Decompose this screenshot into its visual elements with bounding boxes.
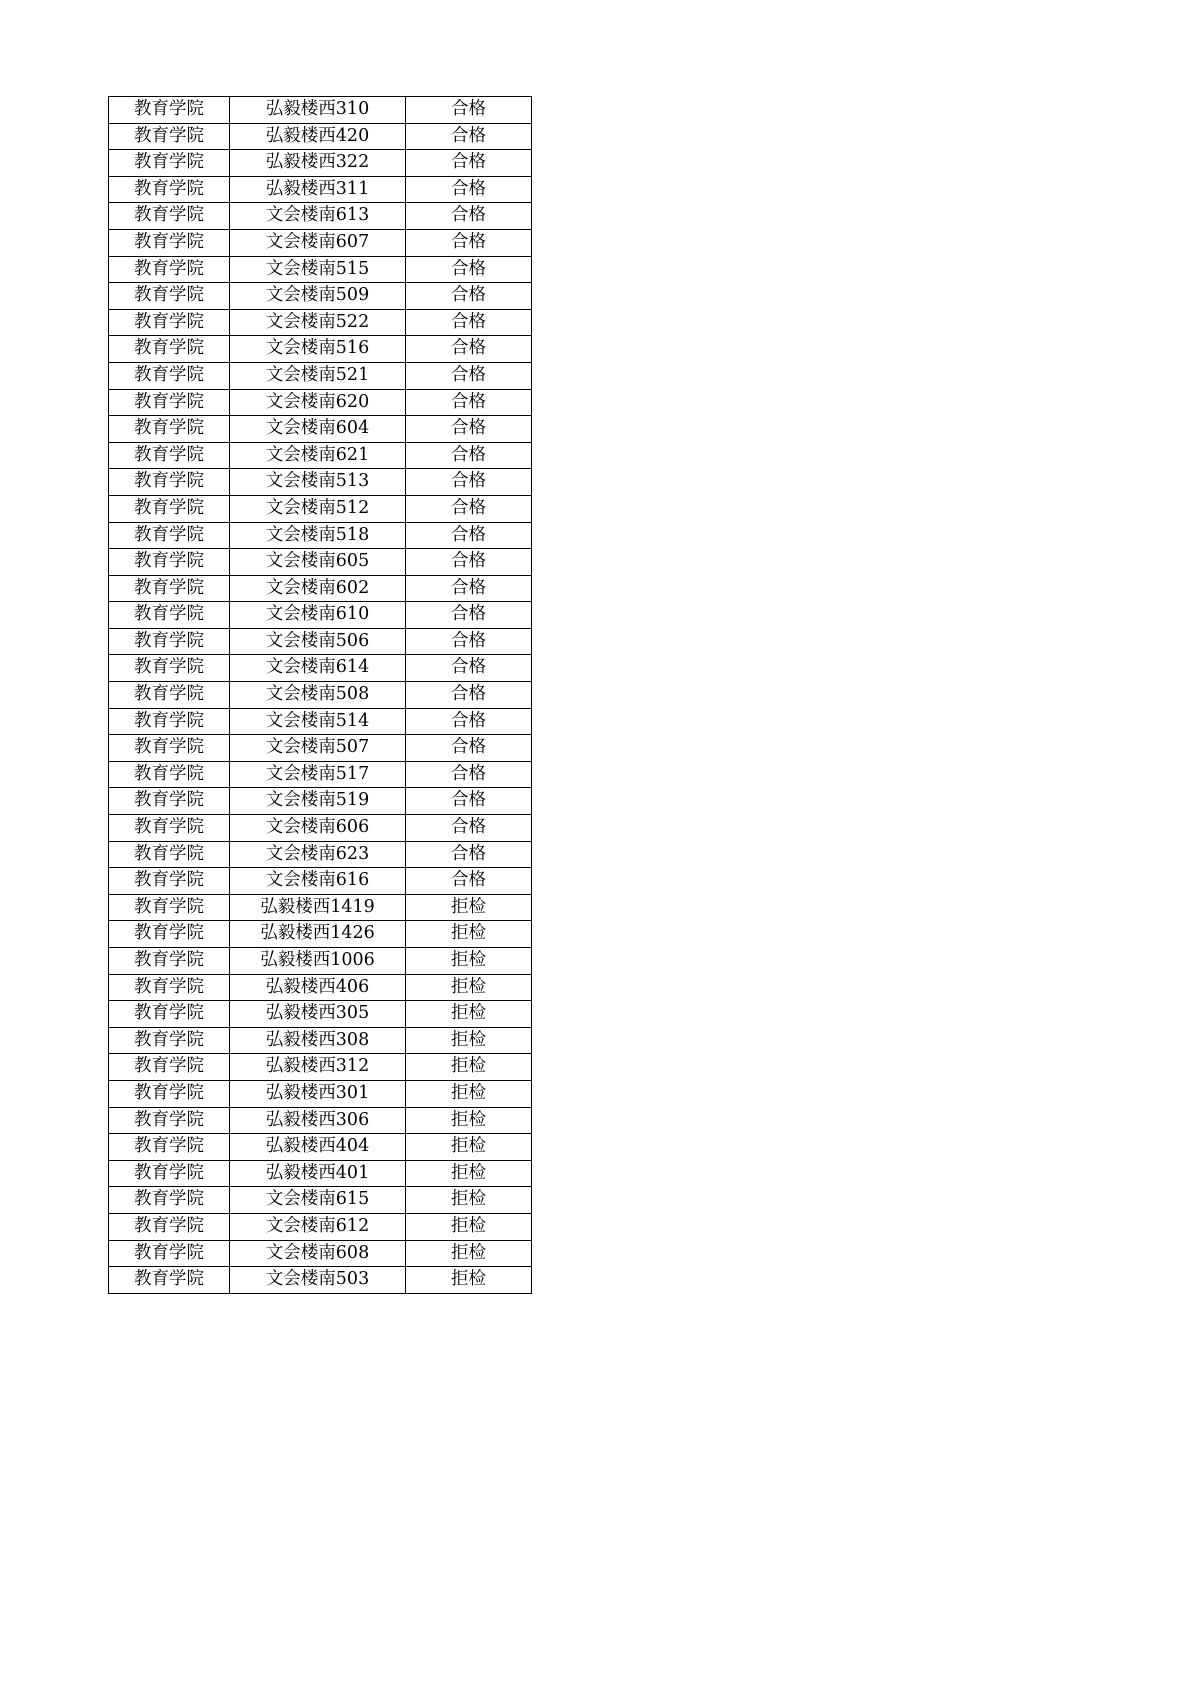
table-row	[109, 1054, 532, 1081]
table-row	[109, 97, 532, 124]
table-row	[109, 1187, 532, 1214]
cell-room: 文会楼南514	[230, 708, 406, 735]
cell-college: 教育学院	[109, 1001, 230, 1028]
cell-room: 文会楼南607	[230, 229, 406, 256]
cell-status: 拒检	[406, 921, 532, 948]
cell-room: 文会楼南605	[230, 549, 406, 576]
cell-room: 文会楼南519	[230, 788, 406, 815]
cell-status: 合格	[406, 229, 532, 256]
cell-status: 合格	[406, 362, 532, 389]
table-row	[109, 708, 532, 735]
cell-room: 弘毅楼西406	[230, 974, 406, 1001]
cell-college: 教育学院	[109, 761, 230, 788]
cell-status: 合格	[406, 682, 532, 709]
cell-room: 弘毅楼西1419	[230, 894, 406, 921]
cell-college: 教育学院	[109, 416, 230, 443]
cell-college: 教育学院	[109, 655, 230, 682]
cell-status: 合格	[406, 123, 532, 150]
cell-college: 教育学院	[109, 948, 230, 975]
cell-status: 合格	[406, 735, 532, 762]
cell-college: 教育学院	[109, 841, 230, 868]
cell-room: 文会楼南522	[230, 309, 406, 336]
table-row	[109, 229, 532, 256]
table-row	[109, 1134, 532, 1161]
table-row	[109, 256, 532, 283]
cell-room: 弘毅楼西311	[230, 176, 406, 203]
cell-room: 文会楼南602	[230, 575, 406, 602]
cell-college: 教育学院	[109, 309, 230, 336]
table-row	[109, 1027, 532, 1054]
cell-status: 合格	[406, 788, 532, 815]
cell-room: 弘毅楼西401	[230, 1160, 406, 1187]
table-row	[109, 362, 532, 389]
cell-status: 合格	[406, 761, 532, 788]
cell-status: 合格	[406, 522, 532, 549]
cell-college: 教育学院	[109, 97, 230, 124]
cell-status: 拒检	[406, 1001, 532, 1028]
cell-room: 文会楼南507	[230, 735, 406, 762]
cell-college: 教育学院	[109, 283, 230, 310]
table-row	[109, 336, 532, 363]
cell-college: 教育学院	[109, 1240, 230, 1267]
table-row	[109, 1240, 532, 1267]
cell-status: 合格	[406, 336, 532, 363]
cell-status: 合格	[406, 602, 532, 629]
cell-college: 教育学院	[109, 1267, 230, 1294]
table-row	[109, 549, 532, 576]
cell-room: 文会楼南604	[230, 416, 406, 443]
cell-status: 合格	[406, 256, 532, 283]
cell-room: 文会楼南518	[230, 522, 406, 549]
inspection-table	[108, 96, 532, 1294]
table-row	[109, 522, 532, 549]
table-row	[109, 628, 532, 655]
cell-room: 文会楼南608	[230, 1240, 406, 1267]
cell-room: 弘毅楼西312	[230, 1054, 406, 1081]
cell-status: 拒检	[406, 1240, 532, 1267]
table-body	[109, 97, 532, 1294]
cell-status: 合格	[406, 150, 532, 177]
cell-room: 文会楼南513	[230, 469, 406, 496]
cell-room: 文会楼南515	[230, 256, 406, 283]
cell-status: 拒检	[406, 1027, 532, 1054]
table-row	[109, 761, 532, 788]
cell-status: 合格	[406, 203, 532, 230]
cell-college: 教育学院	[109, 1107, 230, 1134]
table-row	[109, 123, 532, 150]
cell-room: 文会楼南521	[230, 362, 406, 389]
table-row	[109, 416, 532, 443]
cell-college: 教育学院	[109, 894, 230, 921]
table-row	[109, 283, 532, 310]
cell-status: 合格	[406, 416, 532, 443]
cell-college: 教育学院	[109, 682, 230, 709]
cell-room: 文会楼南623	[230, 841, 406, 868]
cell-status: 拒检	[406, 948, 532, 975]
table-row	[109, 575, 532, 602]
cell-room: 文会楼南503	[230, 1267, 406, 1294]
table-row	[109, 788, 532, 815]
table-row	[109, 150, 532, 177]
cell-college: 教育学院	[109, 442, 230, 469]
cell-college: 教育学院	[109, 389, 230, 416]
cell-status: 拒检	[406, 1080, 532, 1107]
cell-college: 教育学院	[109, 628, 230, 655]
table-row	[109, 974, 532, 1001]
cell-status: 合格	[406, 841, 532, 868]
cell-status: 拒检	[406, 1160, 532, 1187]
cell-status: 拒检	[406, 1134, 532, 1161]
cell-status: 合格	[406, 628, 532, 655]
table-row	[109, 389, 532, 416]
table-row	[109, 682, 532, 709]
table-row	[109, 735, 532, 762]
cell-room: 弘毅楼西1426	[230, 921, 406, 948]
cell-college: 教育学院	[109, 708, 230, 735]
cell-college: 教育学院	[109, 123, 230, 150]
cell-room: 文会楼南517	[230, 761, 406, 788]
cell-status: 合格	[406, 708, 532, 735]
cell-status: 合格	[406, 309, 532, 336]
table-row	[109, 921, 532, 948]
cell-college: 教育学院	[109, 575, 230, 602]
table-row	[109, 868, 532, 895]
cell-status: 合格	[406, 575, 532, 602]
cell-status: 合格	[406, 549, 532, 576]
cell-status: 合格	[406, 283, 532, 310]
cell-status: 合格	[406, 469, 532, 496]
table-row	[109, 894, 532, 921]
cell-college: 教育学院	[109, 1054, 230, 1081]
table-row	[109, 1160, 532, 1187]
cell-status: 合格	[406, 442, 532, 469]
cell-room: 文会楼南506	[230, 628, 406, 655]
cell-college: 教育学院	[109, 495, 230, 522]
cell-status: 合格	[406, 97, 532, 124]
cell-room: 文会楼南516	[230, 336, 406, 363]
inspection-table-container	[108, 96, 532, 1294]
cell-room: 弘毅楼西420	[230, 123, 406, 150]
table-row	[109, 815, 532, 842]
cell-college: 教育学院	[109, 176, 230, 203]
cell-room: 文会楼南616	[230, 868, 406, 895]
table-row	[109, 948, 532, 975]
cell-room: 弘毅楼西305	[230, 1001, 406, 1028]
cell-room: 文会楼南620	[230, 389, 406, 416]
cell-room: 弘毅楼西322	[230, 150, 406, 177]
table-row	[109, 602, 532, 629]
table-row	[109, 1213, 532, 1240]
cell-status: 合格	[406, 868, 532, 895]
cell-room: 文会楼南509	[230, 283, 406, 310]
cell-college: 教育学院	[109, 1080, 230, 1107]
cell-room: 弘毅楼西404	[230, 1134, 406, 1161]
cell-status: 拒检	[406, 1107, 532, 1134]
cell-room: 文会楼南606	[230, 815, 406, 842]
cell-college: 教育学院	[109, 602, 230, 629]
cell-college: 教育学院	[109, 336, 230, 363]
table-row	[109, 1267, 532, 1294]
cell-room: 文会楼南610	[230, 602, 406, 629]
cell-status: 合格	[406, 176, 532, 203]
cell-status: 合格	[406, 815, 532, 842]
table-row	[109, 1001, 532, 1028]
cell-college: 教育学院	[109, 735, 230, 762]
cell-status: 拒检	[406, 974, 532, 1001]
cell-room: 弘毅楼西308	[230, 1027, 406, 1054]
cell-room: 弘毅楼西1006	[230, 948, 406, 975]
table-row	[109, 469, 532, 496]
cell-room: 文会楼南508	[230, 682, 406, 709]
cell-status: 拒检	[406, 1267, 532, 1294]
cell-room: 弘毅楼西301	[230, 1080, 406, 1107]
cell-college: 教育学院	[109, 549, 230, 576]
cell-college: 教育学院	[109, 1160, 230, 1187]
table-row	[109, 203, 532, 230]
cell-room: 弘毅楼西306	[230, 1107, 406, 1134]
table-row	[109, 1107, 532, 1134]
cell-room: 文会楼南612	[230, 1213, 406, 1240]
table-row	[109, 309, 532, 336]
table-row	[109, 841, 532, 868]
cell-room: 文会楼南615	[230, 1187, 406, 1214]
table-row	[109, 495, 532, 522]
cell-college: 教育学院	[109, 1134, 230, 1161]
cell-college: 教育学院	[109, 974, 230, 1001]
cell-college: 教育学院	[109, 1187, 230, 1214]
cell-college: 教育学院	[109, 150, 230, 177]
cell-status: 合格	[406, 389, 532, 416]
cell-college: 教育学院	[109, 868, 230, 895]
cell-status: 拒检	[406, 894, 532, 921]
cell-status: 拒检	[406, 1054, 532, 1081]
cell-room: 文会楼南614	[230, 655, 406, 682]
cell-room: 文会楼南613	[230, 203, 406, 230]
cell-college: 教育学院	[109, 469, 230, 496]
cell-status: 合格	[406, 655, 532, 682]
cell-college: 教育学院	[109, 362, 230, 389]
cell-status: 拒检	[406, 1213, 532, 1240]
cell-status: 拒检	[406, 1187, 532, 1214]
cell-college: 教育学院	[109, 203, 230, 230]
cell-college: 教育学院	[109, 229, 230, 256]
cell-college: 教育学院	[109, 256, 230, 283]
cell-room: 弘毅楼西310	[230, 97, 406, 124]
cell-college: 教育学院	[109, 1027, 230, 1054]
table-row	[109, 1080, 532, 1107]
cell-college: 教育学院	[109, 921, 230, 948]
cell-room: 文会楼南512	[230, 495, 406, 522]
cell-college: 教育学院	[109, 815, 230, 842]
table-row	[109, 655, 532, 682]
table-row	[109, 176, 532, 203]
cell-status: 合格	[406, 495, 532, 522]
cell-room: 文会楼南621	[230, 442, 406, 469]
cell-college: 教育学院	[109, 522, 230, 549]
cell-college: 教育学院	[109, 788, 230, 815]
table-row	[109, 442, 532, 469]
cell-college: 教育学院	[109, 1213, 230, 1240]
